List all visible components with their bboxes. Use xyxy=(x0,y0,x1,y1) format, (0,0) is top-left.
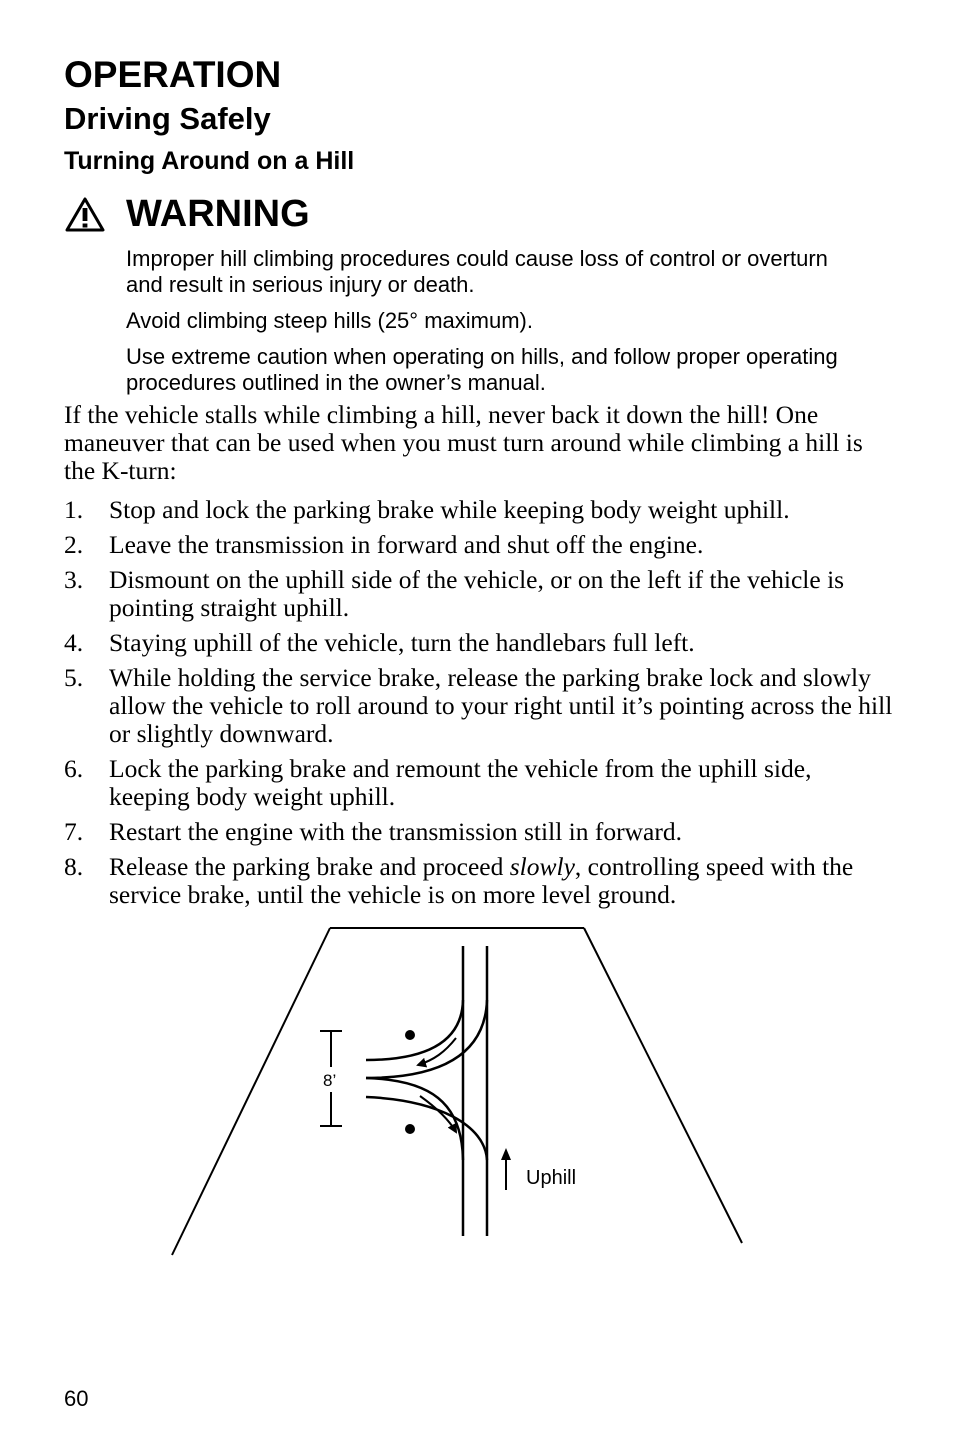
step-item xyxy=(64,629,894,657)
page-number: 60 xyxy=(64,1386,89,1411)
step-item xyxy=(64,853,894,909)
step-item xyxy=(64,818,894,846)
step-text: While holding the service brake, release the parking brake lock and slowly allow the vehicle to roll around to your right until it’s pointing across the hill or slightly downward. xyxy=(109,663,893,748)
dimension-label: 8’ xyxy=(323,1071,337,1090)
k-turn-diagram xyxy=(150,920,770,1260)
step-emphasis: slowly xyxy=(509,852,575,881)
warning-body xyxy=(126,246,866,406)
warning-header xyxy=(64,194,310,234)
step-text-start: Release the parking brake and proceed xyxy=(109,852,510,881)
step-number: 1. xyxy=(64,495,84,524)
step-number: 8. xyxy=(64,852,84,881)
marker-dot xyxy=(405,1124,415,1134)
step-item xyxy=(64,566,894,622)
warning-triangle-icon xyxy=(64,196,106,233)
step-item xyxy=(64,531,894,559)
step-item xyxy=(64,664,894,748)
step-number: 6. xyxy=(64,754,84,783)
section-title: OPERATION xyxy=(64,54,282,95)
step-number: 4. xyxy=(64,628,84,657)
hill-outline xyxy=(172,928,742,1255)
vehicle-tracks xyxy=(463,946,487,1236)
step-text: Lock the parking brake and remount the vehicle from the uphill side, keeping body weight uphill. xyxy=(109,754,812,811)
warning-paragraph: Use extreme caution when operating on hills, and follow proper operating procedures outlined in the owner’s manual. xyxy=(126,344,838,395)
step-number: 2. xyxy=(64,530,84,559)
topic-title: Turning Around on a Hill xyxy=(64,147,355,175)
step-text: Dismount on the uphill side of the vehicle, or on the left if the vehicle is pointing straight uphill. xyxy=(109,565,845,622)
k-turn-steps xyxy=(64,496,894,916)
step-number: 3. xyxy=(64,565,84,594)
step-text: Leave the transmission in forward and shut off the engine. xyxy=(109,530,704,559)
subsection-title: Driving Safely xyxy=(64,101,271,136)
warning-paragraph: Improper hill climbing procedures could cause loss of control or overturn and result in serious injury or death. xyxy=(126,246,828,297)
step-item xyxy=(64,496,894,524)
step-number: 7. xyxy=(64,817,84,846)
step-text: Stop and lock the parking brake while keeping body weight uphill. xyxy=(109,495,790,524)
intro-paragraph: If the vehicle stalls while climbing a hill, never back it down the hill! One maneuver that can be used when you must turn around while climbing a hill is the K-turn: xyxy=(64,400,863,485)
step-text-end: , controlling speed with the service brake, until the vehicle is on more level ground. xyxy=(109,852,854,909)
warning-title: WARNING xyxy=(126,193,310,235)
marker-dot xyxy=(405,1030,415,1040)
k-turn-curves xyxy=(366,1000,487,1160)
uphill-label: Uphill xyxy=(526,1167,577,1189)
step-text: Restart the engine with the transmission still in forward. xyxy=(109,817,682,846)
step-number: 5. xyxy=(64,663,84,692)
warning-paragraph: Avoid climbing steep hills (25° maximum). xyxy=(126,308,533,333)
step-item xyxy=(64,755,894,811)
step-text xyxy=(109,853,894,909)
step-text: Staying uphill of the vehicle, turn the handlebars full left. xyxy=(109,628,695,657)
uphill-arrow-icon xyxy=(501,1148,511,1190)
